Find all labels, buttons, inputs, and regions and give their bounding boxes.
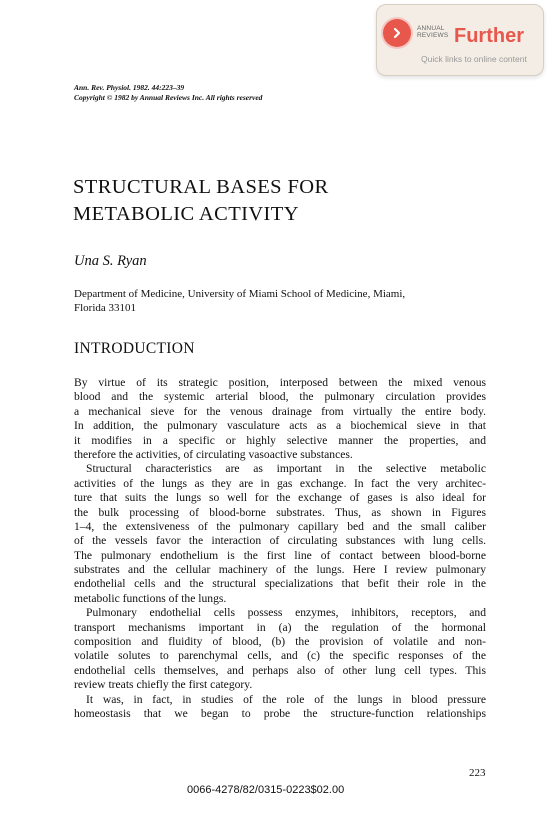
body-line: a mechanical sieve for the venous drainage from virtually the entire body. bbox=[74, 404, 486, 418]
copyright-line: Copyright © 1982 by Annual Reviews Inc. All rights reserved bbox=[74, 92, 263, 102]
body-line: Pulmonary endothelial cells possess enzymes, inhibitors, receptors, and bbox=[86, 606, 486, 620]
body-text bbox=[74, 376, 486, 721]
title-line-1: STRUCTURAL BASES FOR bbox=[73, 176, 329, 198]
badge-brand-label: ANNUAL REVIEWS bbox=[417, 25, 449, 39]
body-line: blood and the systemic arterial blood, the pulmonary circulation provides bbox=[74, 390, 486, 404]
body-line: substrates and the cellular machinery of the lungs. Here I review pulmonary bbox=[74, 563, 486, 577]
further-badge[interactable] bbox=[376, 4, 544, 76]
badge-further-label: Further bbox=[454, 25, 524, 47]
title-line-2: METABOLIC ACTIVITY bbox=[73, 203, 299, 225]
author-name: Una S. Ryan bbox=[74, 253, 147, 269]
journal-citation bbox=[74, 83, 262, 102]
body-line: metabolic functions of the lungs. bbox=[74, 591, 227, 605]
body-line: of the vessels favor the interaction of circulating substances with lung cells. bbox=[74, 534, 486, 548]
body-line: review treats chiefly the first category. bbox=[74, 678, 253, 692]
body-line: it modifies in a specific or highly selective manner the properties, and bbox=[74, 433, 486, 447]
body-line: By virtue of its strategic position, interposed between the mixed venous bbox=[74, 376, 486, 389]
body-line: It was, in fact, in studies of the role of the lungs in blood pressure bbox=[86, 692, 486, 706]
body-line: In addition, the pulmonary vasculature acts as a biochemical sieve in that bbox=[74, 419, 486, 433]
body-line: endothelial cells themselves, and perhaps also of other lung cell types. This bbox=[74, 663, 486, 677]
price-code: 0066-4278/82/0315-0223$02.00 bbox=[187, 784, 345, 796]
affiliation-line-1: Department of Medicine, University of Miami School of Medicine, Miami, bbox=[74, 288, 406, 300]
body-line: Structural characteristics are as important in the selective metabolic bbox=[86, 462, 486, 476]
body-line: homeostasis that we began to probe the structure-function relationships bbox=[74, 706, 486, 720]
body-line: ture that suits the lungs so well for the exchange of gases is also ideal for bbox=[74, 491, 486, 505]
body-line: endothelial cells and the structural specializations that befit their role in the bbox=[74, 577, 486, 591]
body-line: the bulk processing of blood-borne substrates. Thus, as shown in Figures bbox=[74, 505, 486, 519]
author-affiliation bbox=[74, 287, 474, 315]
citation-line: Ann. Rev. Physiol. 1982. 44:223–39 bbox=[74, 83, 185, 92]
body-line: transport mechanisms important in (a) the regulation of the hormonal bbox=[74, 620, 486, 634]
affiliation-line-2: Florida 33101 bbox=[74, 302, 137, 314]
body-line: therefore the activities, of circulating vasoactive substances. bbox=[74, 447, 353, 461]
body-line: activities of the lungs as they are in gas exchange. In fact the very architec- bbox=[74, 476, 486, 490]
body-line: The pulmonary endothelium is the first line of contact between blood-borne bbox=[74, 548, 486, 562]
body-line: composition and fluidity of blood, (b) the provision of volatile and non- bbox=[74, 635, 486, 649]
section-heading: INTRODUCTION bbox=[74, 340, 195, 357]
page-number: 223 bbox=[469, 767, 486, 779]
article-title bbox=[73, 174, 329, 228]
body-line: 1–4, the extensiveness of the pulmonary capillary bed and the small caliber bbox=[74, 519, 486, 533]
chevron-right-icon bbox=[383, 19, 411, 47]
badge-subtitle: Quick links to online content bbox=[421, 54, 527, 64]
body-line: volatile solutes to parenchymal cells, and (c) the specific responses of the bbox=[74, 649, 486, 663]
